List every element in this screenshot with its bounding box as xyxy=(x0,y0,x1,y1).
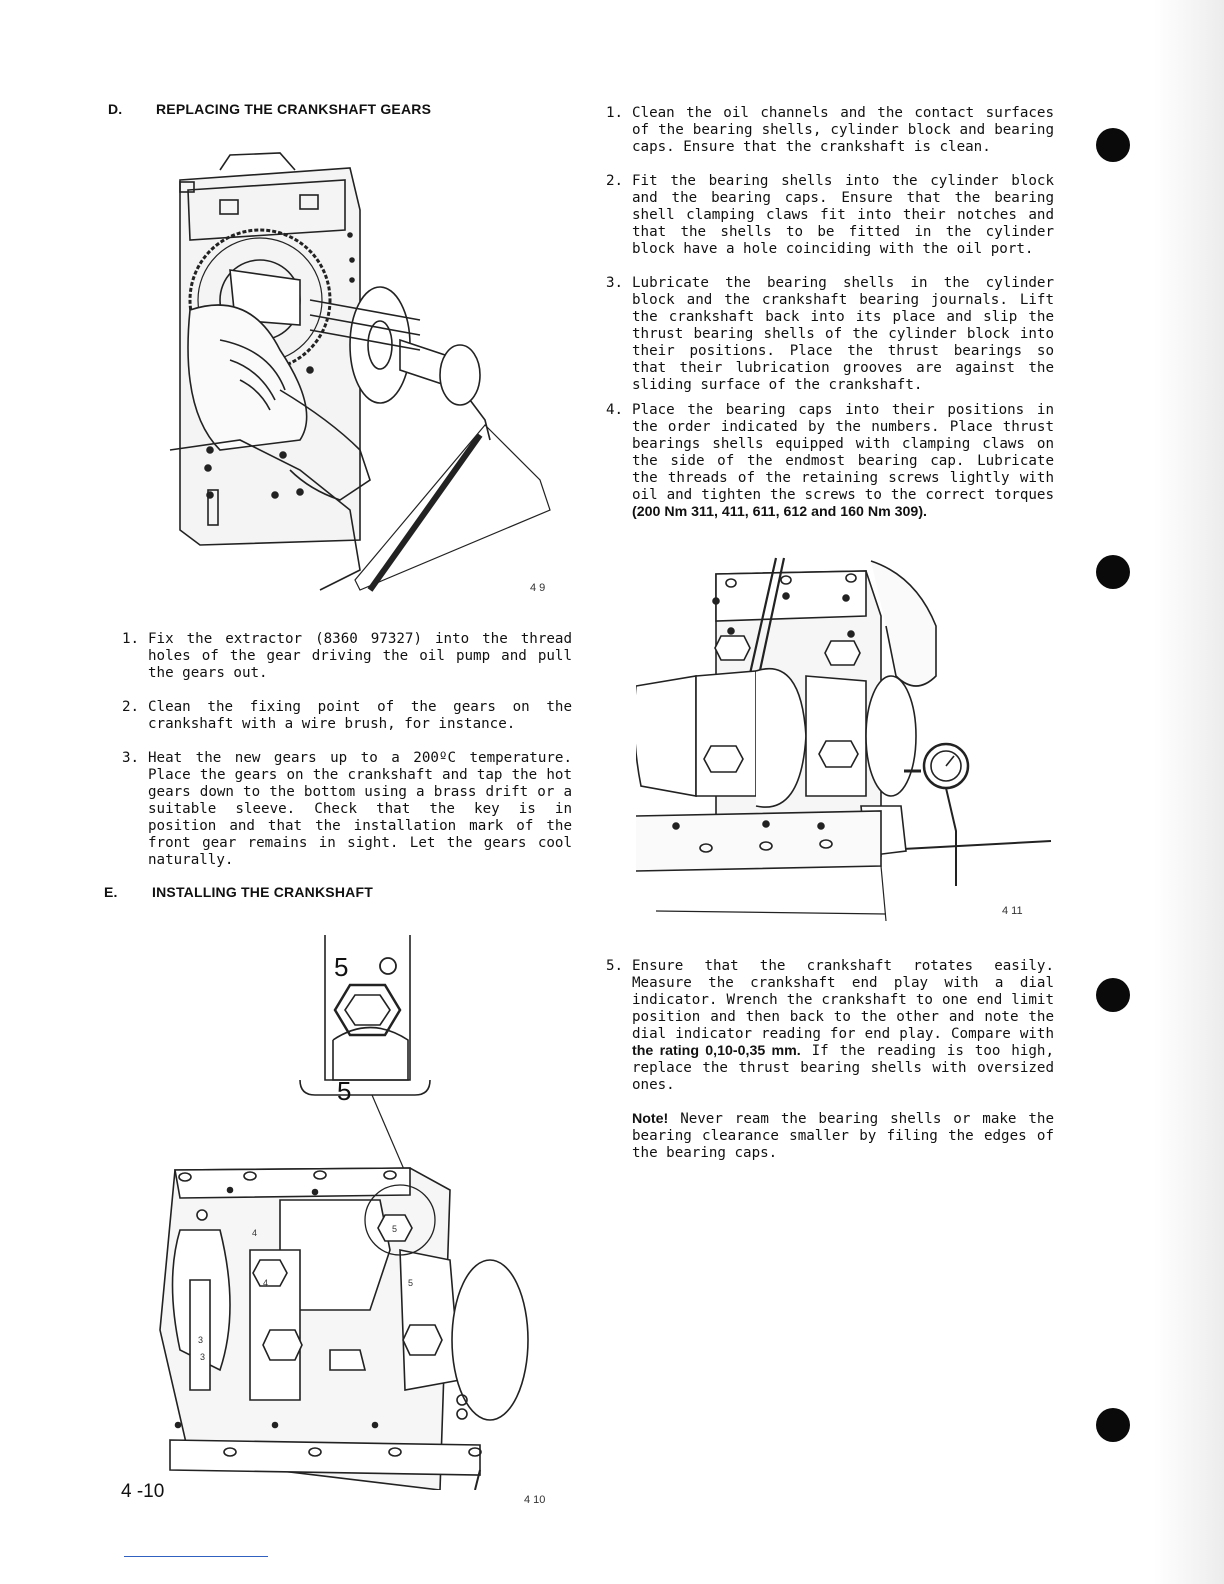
section-e-title: INSTALLING THE CRANKSHAFT xyxy=(152,884,373,900)
step-text: Fix the extractor (8360 97327) into the thread holes of the gear driving the oil pump and pull the gears out. xyxy=(148,631,572,681)
figure-4-9-extractor xyxy=(160,150,580,610)
fig-label-4: 4 xyxy=(252,1228,258,1238)
figure-4-11-caption: 4 11 xyxy=(1002,905,1023,917)
step-text: Fit the bearing shells into the cylinder block and the bearing caps. Ensure that the bearing shell clamping claws fit into their notches and that the shells to be fitted in the cylinder block have a hole coinciding with the oil port. xyxy=(632,173,1054,257)
section-d-steps xyxy=(122,631,572,869)
binder-hole xyxy=(1096,128,1130,162)
page-number: 4 -10 xyxy=(121,1481,165,1502)
step-text: Lubricate the bearing shells in the cylinder block and the crankshaft bearing journals. Lift the crankshaft back into its place and slip the thrust bearing shells of the cylinder block into their positions. Place the thrust bearings so that their lubrication grooves are against the sliding surface of the crankshaft. xyxy=(632,275,1054,393)
fig-label-4: 4 xyxy=(263,1278,269,1288)
section-e-heading xyxy=(104,884,373,900)
footer-rule xyxy=(124,1556,268,1557)
step-text: Heat the new gears up to a 200ºC temperature. Place the gears on the crankshaft and tap the hot gears down to the bottom using a brass drift or a suitable sleeve. Check that the key is in position and that the installation mark of the front gear remains in sight. Let the gears cool naturally. xyxy=(148,750,572,868)
figure-4-9-caption: 4 9 xyxy=(530,582,546,594)
step-text-continued: If the reading is too high, replace the thrust bearing shells with oversized ones. xyxy=(632,1043,1055,1093)
install-step xyxy=(606,402,1054,521)
section-d-title: REPLACING THE CRANKSHAFT GEARS xyxy=(156,101,432,117)
binder-hole xyxy=(1096,978,1130,1012)
step-text: Clean the oil channels and the contact surfaces of the bearing shells, cylinder block and bearing caps. Ensure that the crankshaft is clean. xyxy=(632,105,1054,155)
install-step xyxy=(606,275,1054,394)
step-number: 2. xyxy=(606,173,624,189)
step-text: Place the bearing caps into their positions in the order indicated by the numbers. Place thrust bearings shells equipped with clamping claws on the side of the endmost bearing cap. Lubricate the threads of the retaining screws lightly with oil and tighten the screws to the correct torques xyxy=(632,402,1054,503)
cap-number-bottom: 5 xyxy=(337,1076,352,1106)
section-d-step xyxy=(122,699,572,733)
right-column-step-5 xyxy=(606,958,1054,1162)
end-play-rating: the rating 0,10-0,35 mm. xyxy=(632,1043,801,1059)
step-number: 1. xyxy=(122,631,140,647)
section-d-heading xyxy=(108,101,431,117)
step-text: Clean the fixing point of the gears on the crankshaft with a wire brush, for instance. xyxy=(148,699,572,732)
section-d-step xyxy=(122,631,572,682)
step-number: 1. xyxy=(606,105,624,121)
step-number: 5. xyxy=(606,958,624,974)
step-number: 3. xyxy=(122,750,140,766)
page-edge-shadow xyxy=(1154,0,1224,1584)
figure-4-10-bearing-caps xyxy=(150,930,550,1490)
fig-label-5: 5 xyxy=(408,1278,414,1288)
figure-4-11-dial-indicator xyxy=(636,556,1056,926)
step-number: 4. xyxy=(606,402,624,418)
install-step xyxy=(606,958,1054,1094)
note-text: Never ream the bearing shells or make the bearing clearance smaller by filing the edges of the bearing caps. xyxy=(632,1111,1054,1161)
fig-label-3: 3 xyxy=(200,1352,206,1362)
note xyxy=(606,1111,1054,1162)
note-label: Note! xyxy=(632,1111,669,1127)
binder-hole xyxy=(1096,1408,1130,1442)
fig-label-3: 3 xyxy=(198,1335,204,1345)
cap-number-top: 5 xyxy=(334,952,349,982)
section-e-letter: E. xyxy=(104,884,118,900)
section-d-step xyxy=(122,750,572,869)
install-step xyxy=(606,105,1054,156)
fig-label-5: 5 xyxy=(392,1224,398,1234)
figure-4-10-caption: 4 10 xyxy=(524,1494,546,1506)
step-text: Ensure that the crankshaft rotates easily. Measure the crankshaft end play with a dial indicator. Wrench the crankshaft to one end limit position and then back to the other and note the dial indicator reading for end play. Compare with xyxy=(632,958,1054,1042)
torque-values: (200 Nm 311, 411, 611, 612 and 160 Nm 309). xyxy=(632,504,927,520)
right-column-steps xyxy=(606,105,1054,521)
install-step xyxy=(606,173,1054,258)
binder-hole xyxy=(1096,555,1130,589)
step-number: 3. xyxy=(606,275,624,291)
section-d-letter: D. xyxy=(108,101,123,117)
step-number: 2. xyxy=(122,699,140,715)
